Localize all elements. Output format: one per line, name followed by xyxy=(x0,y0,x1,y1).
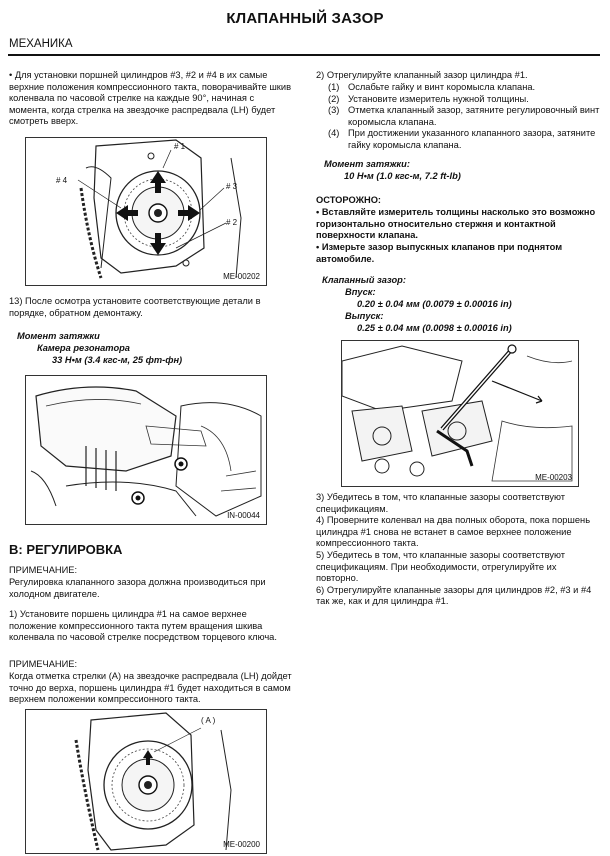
figure-code: IN-00044 xyxy=(227,511,260,520)
step-2: 2) Отрегулируйте клапанный зазор цилиндра #1. xyxy=(316,70,528,80)
figure-code: ME-00203 xyxy=(535,473,572,482)
sprocket-drawing xyxy=(26,138,266,285)
step-3: 3) Убедитесь в том, что клапанные зазоры соответствуют спецификациям. xyxy=(316,492,565,514)
section-heading-adjustment: B: РЕГУЛИРОВКА xyxy=(9,542,123,557)
figure-code: ME-00202 xyxy=(223,272,260,281)
step-13: 13) После осмотра установите соответствующие детали в порядке, обратном демонтажу. xyxy=(9,296,261,318)
substep: (2) Установите измеритель нужной толщины. xyxy=(328,93,529,104)
figure-code: ME-00200 xyxy=(223,840,260,849)
valve-drawing xyxy=(342,341,578,486)
caution-item: • Вставляйте измеритель толщины насколько это возможно горизонтально относительно стержня и контактной поверхности клапана. xyxy=(316,207,596,241)
substep: (3) Отметка клапанный зазор, затяните регулировочный винт коромысла клапана. xyxy=(328,105,600,127)
label-cyl-4: # 4 xyxy=(56,176,68,185)
note-1-text: Регулировка клапанного зазора должна производиться при холодном двигателе. xyxy=(9,577,266,599)
figure-resonator xyxy=(25,375,267,525)
caution-item: • Измерьте зазор выпускных клапанов при поднятом автомобиле. xyxy=(316,242,563,264)
exhaust-value: 0.25 ± 0.04 мм (0.0098 ± 0.00016 in) xyxy=(357,323,512,333)
bullet-intro: • Для установки поршней цилиндров #3, #2 и #4 в их самые верхние положения компрессионного такта, поворачивайте шкив коленвала по часовой стрелке на каждые 90°, начиная с момента, когда стрелка на звездочке распредвала (LH) будет смотреть вверх. xyxy=(9,70,292,127)
intake-value: 0.20 ± 0.04 мм (0.0079 ± 0.00016 in) xyxy=(357,299,512,309)
label-cyl-3: # 3 xyxy=(226,182,238,191)
torque-item: Камера резонатора xyxy=(37,343,130,353)
torque-value: 33 Н•м (3.4 кгс-м, 25 фт-фн) xyxy=(52,355,183,365)
caution-head: ОСТОРОЖНО: xyxy=(316,195,382,205)
section-name: МЕХАНИКА xyxy=(9,38,73,50)
torque2-value: 10 Н•м (1.0 кгс-м, 7.2 ft-lb) xyxy=(344,171,461,181)
step-5: 5) Убедитесь в том, что клапанные зазоры соответствуют спецификациям. При необходимости, отрегулируйте их повторно. xyxy=(316,549,565,584)
note-2-text: Когда отметка стрелки (A) на звездочке распредвала (LH) дойдет точно до верха, поршень цилиндра #1 будет находиться в самом верхнем положении компрессионного такта. xyxy=(9,671,292,705)
note-1-head: ПРИМЕЧАНИЕ: xyxy=(9,565,78,575)
figure-feeler-gauge xyxy=(341,340,579,487)
clearance-heading: Клапанный зазор: xyxy=(322,275,406,285)
sprocket-mark-drawing xyxy=(26,710,266,853)
label-cyl-1: # 1 xyxy=(174,142,186,151)
step-4: 4) Проверните коленвал на два полных оборота, пока поршень цилиндра #1 снова не встанет в самое верхнее положение компрессионного такта. xyxy=(316,515,591,549)
substep: (4) При достижении указанного клапанного зазора, затяните гайку коромысла клапана. xyxy=(328,128,596,150)
note-2-head: ПРИМЕЧАНИЕ: xyxy=(9,659,78,669)
step-6: 6) Отрегулируйте клапанные зазоры для цилиндров #2, #3 и #4 так же, как и для цилиндра #1. xyxy=(316,584,592,607)
torque-heading: Момент затяжки xyxy=(17,331,100,341)
label-cyl-2: # 2 xyxy=(226,218,238,227)
exhaust-label: Выпуск: xyxy=(345,311,384,321)
engine-drawing xyxy=(26,376,266,524)
steps-after xyxy=(316,492,600,608)
step-1: 1) Установите поршень цилиндра #1 на самое верхнее положение компрессионного такта путем вращения шкива коленвала по часовой стрелке посредством торцевого ключа. xyxy=(9,609,277,643)
substep: (1) Ослабьте гайку и винт коромысла клапана. xyxy=(328,82,536,92)
substeps-list xyxy=(328,82,600,152)
figure-sprocket-positions xyxy=(25,137,267,286)
figure-sprocket-mark xyxy=(25,709,267,854)
page-title: КЛАПАННЫЙ ЗАЗОР xyxy=(226,10,384,27)
torque2-heading: Момент затяжки: xyxy=(324,159,410,169)
label-a: ( A ) xyxy=(201,716,216,725)
header-divider xyxy=(8,54,600,56)
intake-label: Впуск: xyxy=(345,287,376,297)
